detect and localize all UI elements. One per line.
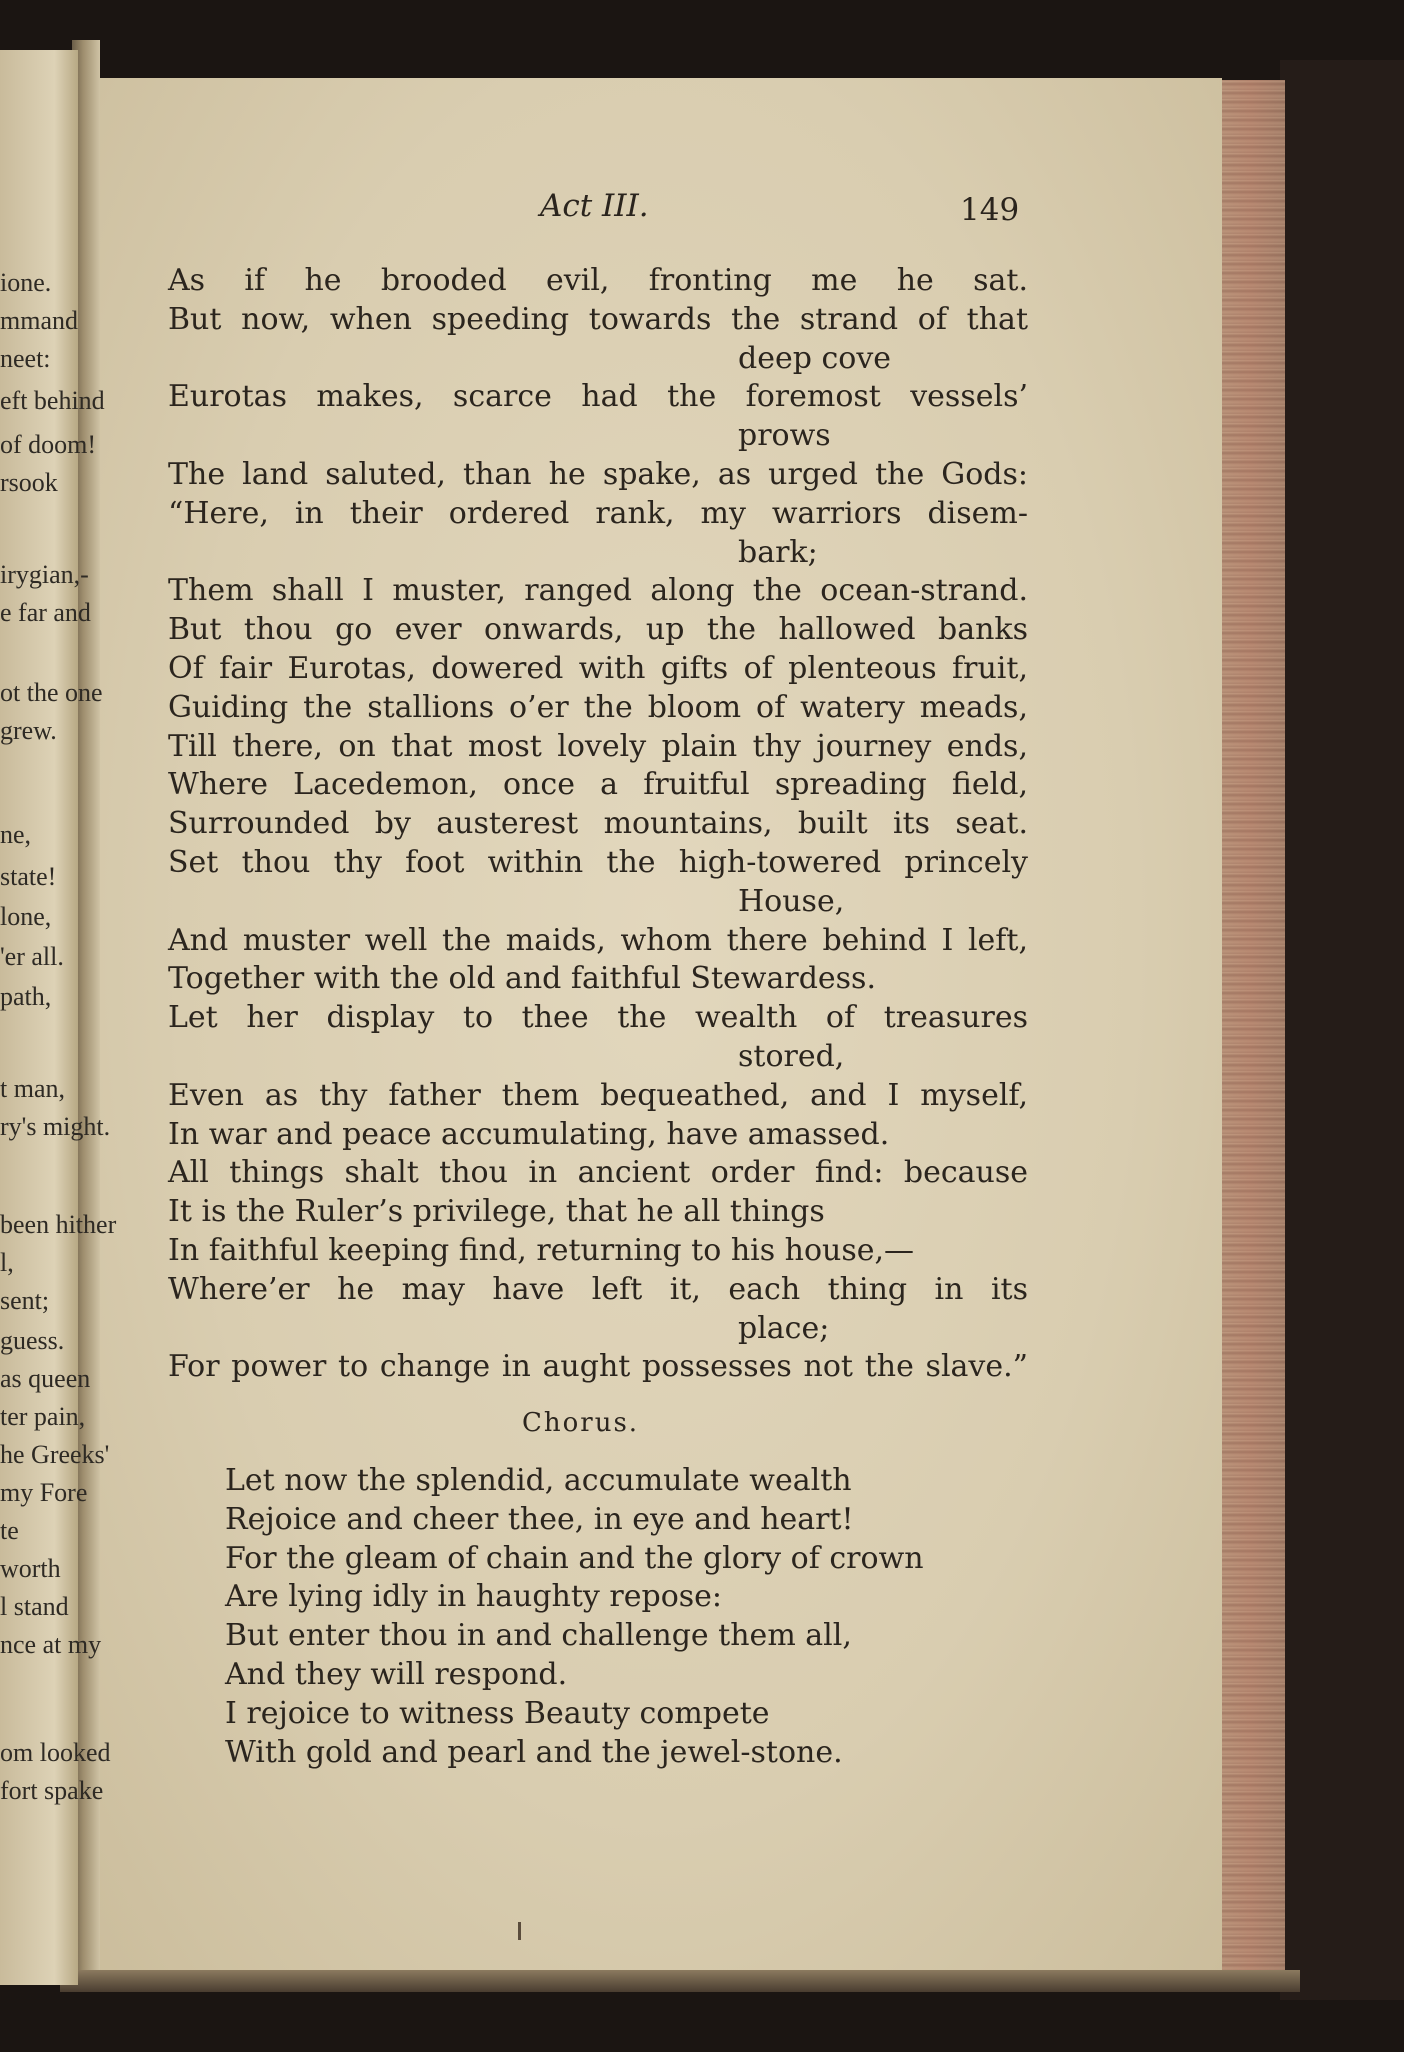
chorus-heading: Chorus. [522,1408,640,1438]
left-fragment: path, [0,982,52,1011]
chorus-line: Let now the splendid, accumulate wealth [225,1463,852,1498]
book-cover-edge [1280,60,1404,2000]
chorus-line: Are lying idly in haughty repose: [225,1579,723,1615]
left-fragment: lone, [0,902,52,931]
verse-line-continuation: stored, [738,1038,845,1074]
left-fragment: t man, [0,1074,65,1103]
chorus-line: And they will respond. [225,1656,568,1692]
chorus-line: With gold and pearl and the jewel-stone. [225,1734,843,1770]
page-number: 149 [960,192,1020,228]
left-fragment: ter pain, [0,1402,86,1431]
left-fragment: irygian,- [0,560,89,589]
verse-line-continuation: prows [738,418,831,454]
left-fragment: of doom! [0,430,97,459]
left-fragment: grew. [0,716,57,745]
left-fragment: my Fore [0,1478,88,1507]
left-fragment: ry's might. [0,1112,111,1141]
chorus-block [225,1462,1025,1772]
verse-block [168,262,1028,1387]
page-block-edge [1215,80,1285,1980]
chorus-line: Rejoice and cheer thee, in eye and heart! [225,1501,854,1537]
verse-line: All things shalt thou in ancient order find: because [168,1155,1028,1191]
verse-line: Where Lacedemon, once a fruitful spreading field, [168,767,1028,803]
left-fragment: ne, [0,820,32,849]
verse-line: Guiding the stallions o’er the bloom of watery meads, [168,689,1028,725]
left-fragment: mmand [0,306,78,335]
left-fragment: l stand [0,1592,69,1621]
left-page-fragment [0,50,117,1985]
verse-line-continuation: bark; [738,534,818,570]
verse-line: It is the Ruler’s privilege, that he all things [168,1194,825,1230]
left-fragment: worth [0,1554,61,1583]
verse-line: As if he brooded evil, fronting me he sat. [168,263,1028,298]
verse-line: And muster well the maids, whom there behind I left, [168,922,1028,958]
left-fragment: nce at my [0,1630,102,1659]
verse-line-continuation: House, [738,883,845,919]
chorus-line: But enter thou in and challenge them all, [225,1618,852,1654]
verse-line: But now, when speeding towards the strand of that [168,301,1028,337]
left-fragment: as queen [0,1364,91,1393]
left-fragment: eft behind [0,386,105,415]
verse-line: Set thou thy foot within the high-towered princely [168,844,1028,880]
running-head: Act III. [540,188,649,224]
left-fragment: ione. [0,268,52,297]
verse-line: Even as thy father them bequeathed, and I myself, [168,1077,1028,1113]
verse-line: Where’er he may have left it, each thing in its [168,1271,1028,1307]
left-fragment: om looked [0,1738,111,1767]
page-header [0,188,1404,228]
verse-line: In war and peace accumulating, have amassed. [168,1116,890,1152]
left-fragment: l, [0,1248,14,1277]
verse-line: In faithful keeping find, returning to his house,— [168,1232,915,1268]
left-fragment: e far and [0,598,91,627]
verse-line: Of fair Eurotas, dowered with gifts of plenteous fruit, [168,650,1028,686]
verse-line: Surrounded by austerest mountains, built its seat. [168,806,1028,842]
left-fragment: state! [0,862,57,891]
left-fragment: he Greeks' [0,1440,110,1469]
left-fragment: sent; [0,1286,50,1315]
verse-line: For power to change in aught possesses not the slave.” [168,1349,1028,1385]
verse-line-continuation: deep cove [738,340,892,376]
verse-line: Till there, on that most lovely plain thy journey ends, [168,728,1028,764]
verse-line: Eurotas makes, scarce had the foremost vessels’ [168,379,1028,415]
left-fragment: rsook [0,468,58,497]
left-fragment: neet: [0,344,51,373]
left-fragment: guess. [0,1326,65,1355]
chorus-line: I rejoice to witness Beauty compete [225,1695,770,1731]
verse-line-continuation: place; [738,1310,830,1346]
page-bottom-edge [60,1970,1300,1992]
left-fragment: been hither [0,1210,117,1239]
left-fragment: te [0,1516,19,1545]
verse-line: “Here, in their ordered rank, my warriors disem- [168,495,1028,531]
left-fragment: 'er all. [0,942,64,971]
printer-mark [518,1922,521,1940]
verse-line: Them shall I muster, ranged along the ocean-strand. [168,573,1028,609]
left-fragment: fort spake [0,1776,104,1805]
left-fragment: ot the one [0,678,103,707]
verse-line: Together with the old and faithful Stewardess. [168,961,876,997]
verse-line: Let her display to thee the wealth of treasures [168,1000,1028,1036]
verse-line: But thou go ever onwards, up the hallowed banks [168,612,1028,648]
chorus-line: For the gleam of chain and the glory of crown [225,1540,924,1576]
verse-line: The land saluted, than he spake, as urged the Gods: [168,456,1028,492]
